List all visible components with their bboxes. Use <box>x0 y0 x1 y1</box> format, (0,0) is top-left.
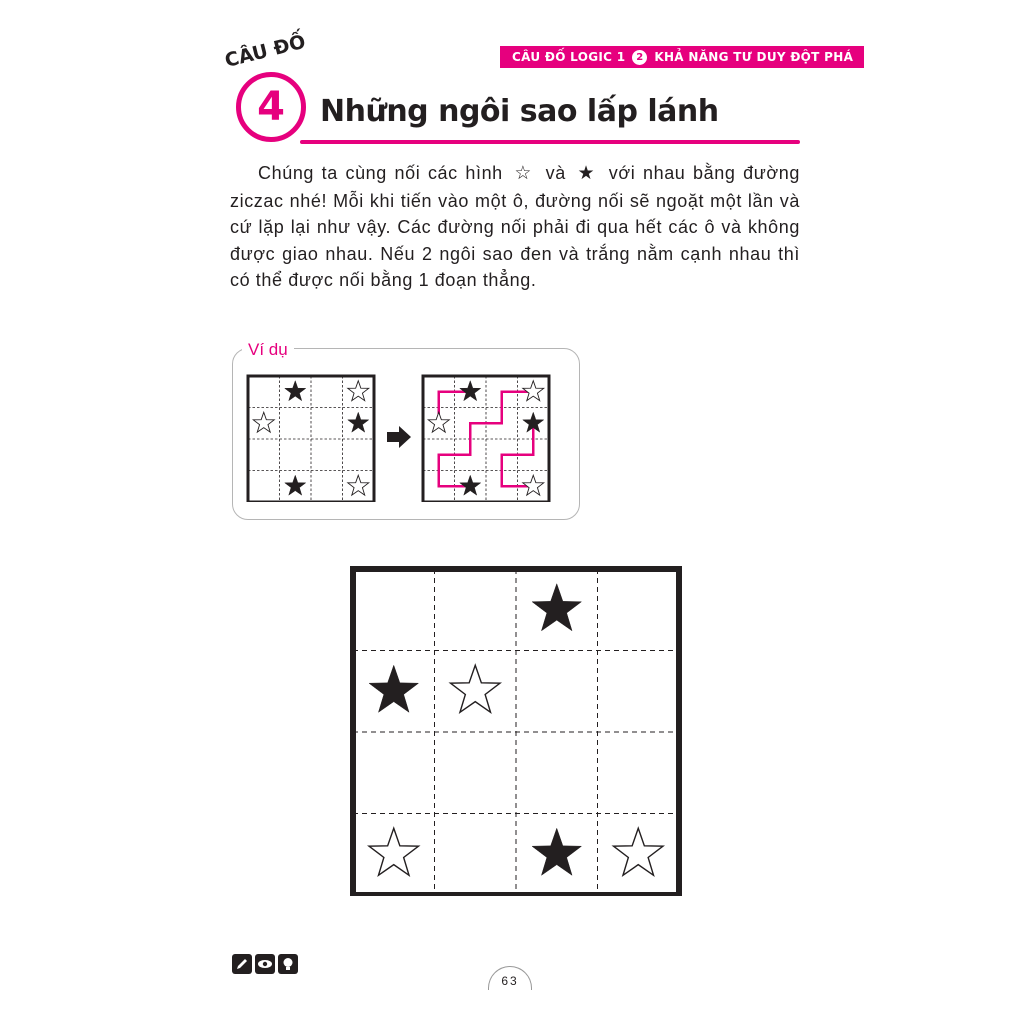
lightbulb-icon <box>278 954 298 974</box>
main-grid-cell[interactable] <box>516 732 598 814</box>
main-grid-cell[interactable] <box>435 732 517 814</box>
puzzle-number-badge: 4 <box>236 72 306 142</box>
example-grid-cell <box>248 471 280 503</box>
example-grid-cell <box>486 376 518 408</box>
title-underline <box>300 140 800 144</box>
example-grid-cell <box>343 439 375 471</box>
pencil-icon <box>232 954 252 974</box>
series-number-badge: 2 <box>632 50 647 65</box>
example-puzzle-grid <box>246 374 376 502</box>
example-grid-cell <box>248 439 280 471</box>
white-star-icon: ☆ <box>514 163 535 184</box>
example-grid-cell <box>518 439 550 471</box>
intro-part1: Chúng ta cùng nối các hình <box>258 163 503 183</box>
example-grid-cell <box>486 439 518 471</box>
example-grid-cell <box>311 376 343 408</box>
main-puzzle-grid[interactable] <box>350 566 682 896</box>
example-grid-cell <box>455 439 487 471</box>
puzzle-word: CÂU ĐỐ <box>222 30 308 72</box>
example-grid-cell <box>280 408 312 440</box>
main-grid-cell[interactable] <box>435 569 517 651</box>
intro-and: và <box>545 163 566 183</box>
main-grid-cell[interactable] <box>598 569 680 651</box>
eye-icon <box>255 954 275 974</box>
footer-icons <box>232 954 298 974</box>
example-grid-cell <box>311 471 343 503</box>
example-label: Ví dụ <box>242 340 294 360</box>
page-number: 63 <box>488 966 532 990</box>
main-grid-cell[interactable] <box>516 651 598 733</box>
black-star-icon: ★ <box>577 163 598 184</box>
main-grid-cell[interactable] <box>598 732 680 814</box>
example-grid-cell <box>423 439 455 471</box>
series-banner <box>500 46 864 68</box>
intro-part2: với nhau bằng đường ziczac nhé! Mỗi khi tiến vào một ô, đường nối sẽ ngoặt một lần và cứ lặp lại như vậy. Các đường nối phải đi qua hết các ô và không được giao nhau. Nếu 2 ngôi sao đen và trắng nằm cạnh nhau thì có thể được nối bằng 1 đoạn thẳng. <box>230 163 800 290</box>
main-grid-cell[interactable] <box>598 651 680 733</box>
example-grid-cell <box>311 439 343 471</box>
main-grid-cell[interactable] <box>435 814 517 896</box>
example-solution-grid <box>421 374 551 502</box>
example-grid-cell <box>423 471 455 503</box>
example-grid-cell <box>280 439 312 471</box>
example-grid-cell <box>486 471 518 503</box>
main-grid-cell[interactable] <box>353 732 435 814</box>
main-grid-cell[interactable] <box>353 569 435 651</box>
page-title: Những ngôi sao lấp lánh <box>320 94 719 129</box>
series-right: KHẢ NĂNG TƯ DUY ĐỘT PHÁ <box>654 50 854 64</box>
arrow-right-icon <box>386 425 412 449</box>
example-grid-cell <box>311 408 343 440</box>
example-grid-cell <box>486 408 518 440</box>
example-grid-cell <box>455 408 487 440</box>
series-left: CÂU ĐỐ LOGIC 1 <box>512 50 626 64</box>
example-grid-cell <box>248 376 280 408</box>
intro-paragraph <box>230 160 800 294</box>
